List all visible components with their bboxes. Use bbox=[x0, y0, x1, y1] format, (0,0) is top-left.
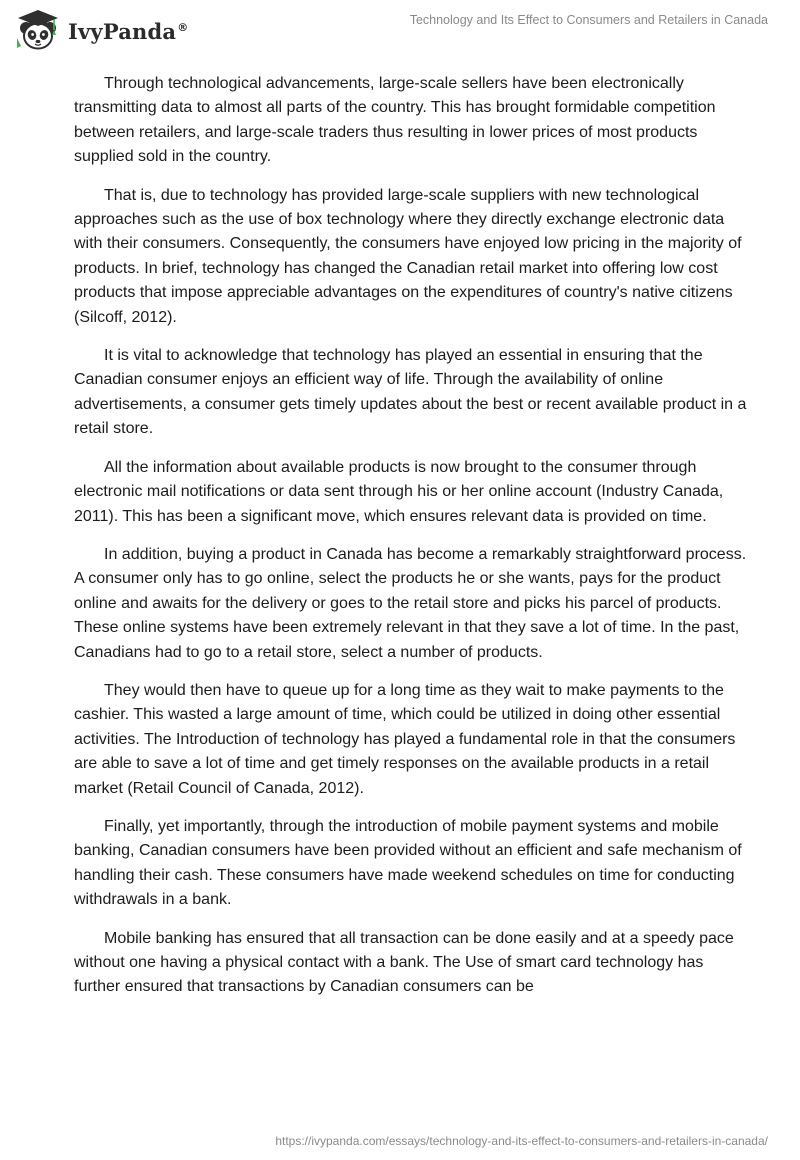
source-url[interactable]: https://ivypanda.com/essays/technology-and-its-effect-to-consumers-and-retailers-in-canada/ bbox=[275, 1134, 768, 1148]
essay-paragraph: It is vital to acknowledge that technology has played an essential in ensuring that the Canadian consumer enjoys an efficient way of life. Through the availability of online advertisements, a consumer gets timely updates about the best or recent available product in a retail store. bbox=[74, 347, 747, 438]
essay-paragraph: In addition, buying a product in Canada has become a remarkably straightforward process. A consumer only has to go online, select the products he or she wants, pays for the product online and awaits for the delivery or goes to the retail store and picks his parcel of products. These online systems have been extremely relevant in that they save a lot of time. In the past, Canadians had to go to a retail store, select a number of products. bbox=[74, 545, 747, 661]
essay-paragraph: Finally, yet importantly, through the introduction of mobile payment systems and mobile banking, Canadian consumers have been provided without an efficient and safe mechanism of handling their cash. These consumers have made weekend schedules on time for conducting withdrawals in a bank. bbox=[74, 817, 742, 909]
essay-paragraph: They would then have to queue up for a long time as they wait to make payments to the cashier. This wasted a large amount of time, which could be utilized in doing other essential activities. The Introduction of technology has played a fundamental role in that the consumers are able to save a lot of time and get timely responses on the available products in a retail market (Retail Council of Canada, 2012). bbox=[74, 681, 736, 797]
essay-paragraph: That is, due to technology has provided large-scale suppliers with new technological approaches such as the use of box technology where they directly exchange electronic data with their consumers. Consequently, the consumers have enjoyed low pricing in the majority of products. In brief, technology has changed the Canadian retail market into offering low cost products that impose appreciable advantages on the expenditures of country's native citizens (Silcoff, 2012). bbox=[74, 186, 742, 326]
panda-graduation-cap-icon bbox=[14, 8, 62, 52]
essay-paragraph: Through technological advancements, large-scale sellers have been electronically transmitting data to almost all parts of the country. This has brought formidable competition between retailers, and large-scale traders thus resulting in lower prices of most products supplied sold in the country. bbox=[74, 75, 716, 166]
ivypanda-logo[interactable] bbox=[14, 8, 188, 52]
registered-mark: ® bbox=[177, 20, 189, 34]
document-title: Technology and Its Effect to Consumers and Retailers in Canada bbox=[409, 13, 768, 27]
essay-body bbox=[74, 72, 754, 1014]
page-header bbox=[0, 0, 800, 60]
essay-paragraph: Mobile banking has ensured that all transaction can be done easily and at a speedy pace without one having a physical contact with a bank. The Use of smart card technology has further ensured that transactions by Canadian consumers can be bbox=[74, 929, 734, 996]
essay-paragraph: All the information about available products is now brought to the consumer through electronic mail notifications or data sent through his or her online account (Industry Canada, 2011). This has been a significant move, which ensures relevant data is provided on time. bbox=[74, 458, 724, 525]
brand-name: IvyPanda® bbox=[68, 18, 189, 44]
